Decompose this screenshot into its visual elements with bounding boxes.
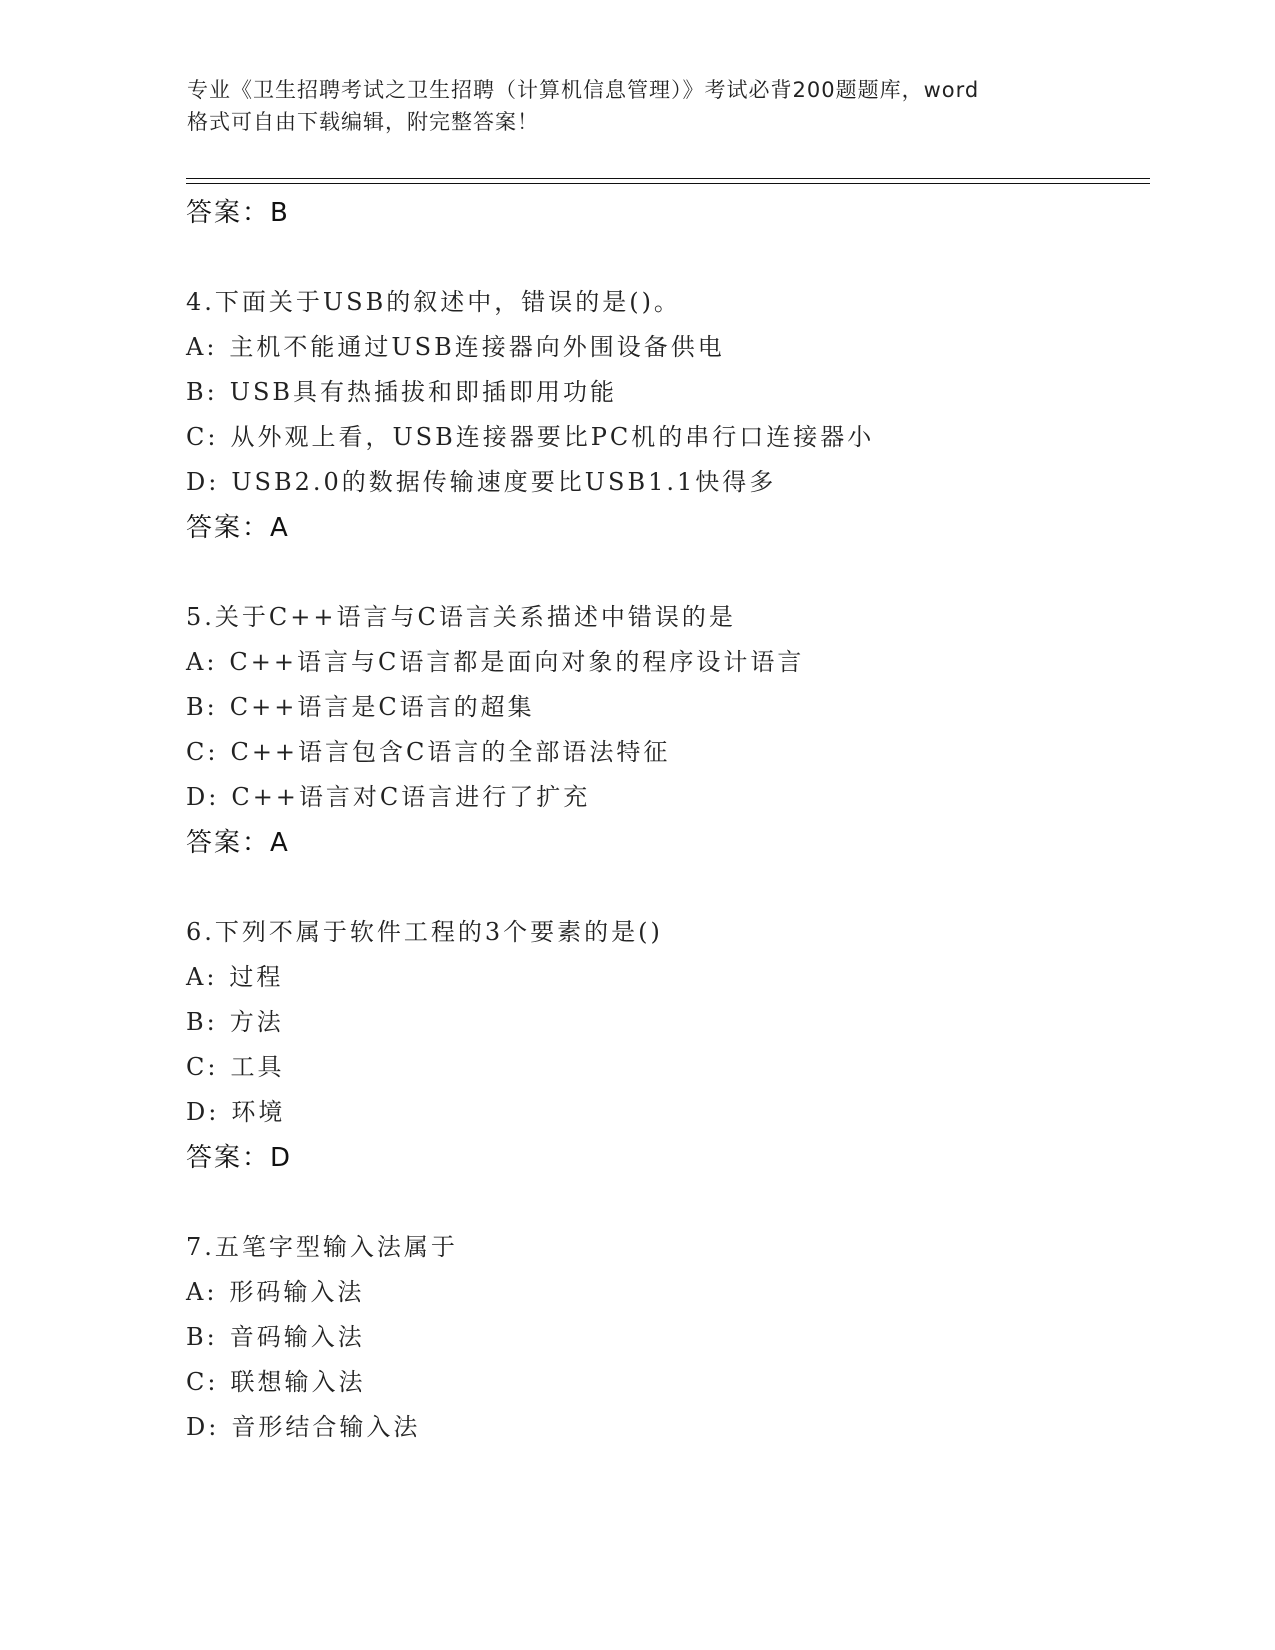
option-b (186, 685, 1166, 730)
option-b (186, 370, 1166, 415)
option-letter: D: (186, 783, 220, 811)
option-text: 联想输入法 (230, 1368, 366, 1396)
answer-label: 答案：A (186, 513, 290, 543)
option-c (186, 1045, 1166, 1090)
option-letter: D: (186, 1413, 220, 1441)
question-block (186, 280, 1166, 551)
option-d (186, 460, 1166, 505)
option-letter: A: (186, 963, 218, 991)
option-text: 音形结合输入法 (231, 1413, 421, 1441)
option-text: C++语言与C语言都是面向对象的程序设计语言 (229, 648, 805, 676)
option-letter: B: (186, 1323, 218, 1351)
option-text: C++语言是C语言的超集 (229, 693, 535, 721)
header-divider-top (186, 178, 1150, 179)
option-letter: A: (186, 1278, 218, 1306)
option-text: 工具 (230, 1053, 285, 1081)
option-letter: A: (186, 648, 218, 676)
question-block (186, 595, 1166, 866)
option-c (186, 730, 1166, 775)
header-divider-bottom (186, 183, 1150, 184)
option-text: USB具有热插拔和即插即用功能 (229, 378, 618, 406)
option-c (186, 1360, 1166, 1405)
option-a (186, 1270, 1166, 1315)
option-text: 环境 (231, 1098, 286, 1126)
answer-label: 答案：A (186, 828, 290, 858)
option-text: USB2.0的数据传输速度要比USB1.1快得多 (231, 468, 777, 496)
question-stem: 4.下面关于USB的叙述中，错误的是()。 (186, 288, 681, 316)
option-a (186, 955, 1166, 1000)
option-text: 方法 (229, 1008, 284, 1036)
option-text: 从外观上看，USB连接器要比PC机的串行口连接器小 (230, 423, 875, 451)
header-line-2: 格式可自由下载编辑，附完整答案！ (187, 110, 539, 134)
answer-label: 答案：B (186, 198, 290, 228)
option-c (186, 415, 1166, 460)
option-a (186, 640, 1166, 685)
option-letter: A: (186, 333, 218, 361)
option-d (186, 1090, 1166, 1135)
question-stem: 6.下列不属于软件工程的3个要素的是() (186, 918, 663, 946)
option-letter: C: (186, 738, 219, 766)
option-text: C++语言对C语言进行了扩充 (231, 783, 591, 811)
option-d (186, 775, 1166, 820)
option-letter: C: (186, 1053, 219, 1081)
question-block (186, 1225, 1166, 1450)
option-letter: D: (186, 468, 220, 496)
option-a (186, 325, 1166, 370)
option-letter: B: (186, 693, 218, 721)
option-letter: D: (186, 1098, 220, 1126)
option-text: C++语言包含C语言的全部语法特征 (230, 738, 671, 766)
question-stem: 7.五笔字型输入法属于 (186, 1233, 458, 1261)
question-block (186, 910, 1166, 1181)
option-text: 过程 (229, 963, 284, 991)
option-text: 形码输入法 (229, 1278, 365, 1306)
option-b (186, 1000, 1166, 1045)
answer-label: 答案：D (186, 1143, 293, 1173)
question-list (186, 190, 1166, 1450)
header-line-1: 专业《卫生招聘考试之卫生招聘（计算机信息管理）》考试必背200题题库，word (187, 78, 980, 102)
option-text: 音码输入法 (229, 1323, 365, 1351)
option-letter: B: (186, 378, 218, 406)
option-b (186, 1315, 1166, 1360)
question-stem: 5.关于C++语言与C语言关系描述中错误的是 (186, 603, 736, 631)
option-letter: C: (186, 1368, 219, 1396)
option-text: 主机不能通过USB连接器向外围设备供电 (229, 333, 725, 361)
option-letter: B: (186, 1008, 218, 1036)
option-letter: C: (186, 423, 219, 451)
option-d (186, 1405, 1166, 1450)
document-header (187, 74, 1107, 138)
